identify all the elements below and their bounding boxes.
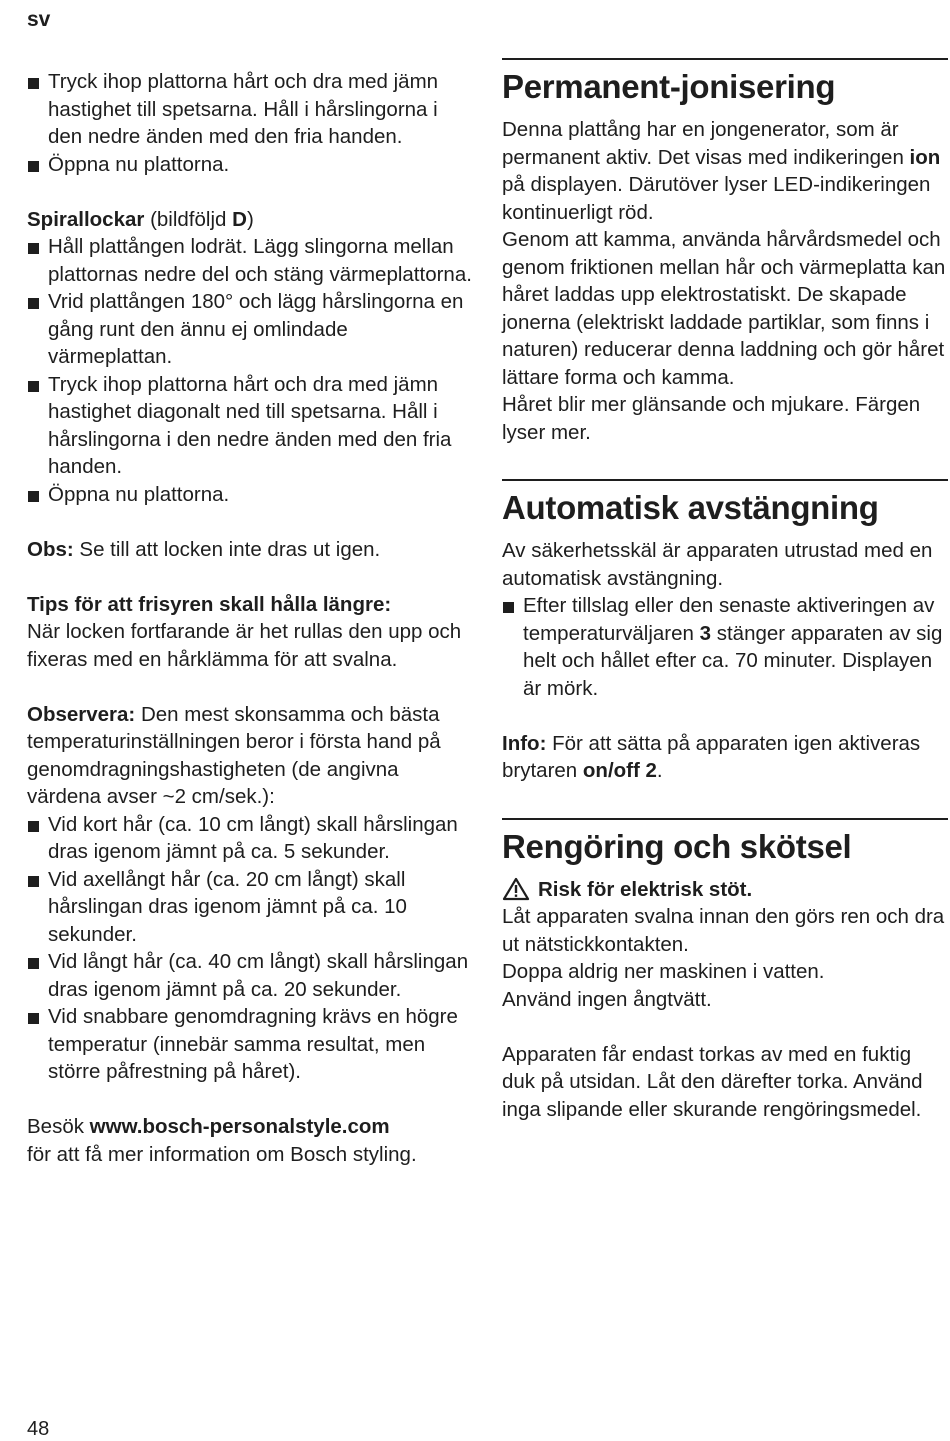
warning-text: Risk för elektrisk stöt. — [538, 877, 753, 901]
list-item: Vid kort hår (ca. 10 cm långt) skall hårslingan dras igenom jämnt på ca. 5 sekunder. — [27, 811, 472, 866]
section-heading: Permanent-jonisering — [502, 68, 836, 105]
observera-note — [27, 701, 472, 811]
tips-text: När locken fortfarande är het rullas den upp och fixeras med en hårklämma för att svalna. — [27, 620, 462, 671]
auto-bullet-list — [502, 592, 948, 702]
list-item: Vrid plattången 180° och lägg hårslingorna en gång runt den ännu ej omlindade värmeplattan. — [27, 288, 472, 371]
spiral-title-open: (bildföljd — [144, 207, 233, 231]
observera-bullet-list — [27, 811, 472, 1086]
intro-bullet-list — [27, 68, 472, 178]
tips-title: Tips för att frisyren skall hålla längre: — [27, 592, 392, 616]
spiral-title — [27, 206, 472, 234]
list-item: Tryck ihop plattorna hårt och dra med jämn hastighet diagonalt ned till spetsarna. Håll i hårslingorna i den nedre änden med den fria handen. — [27, 371, 472, 481]
list-item: Vid axellångt hår (ca. 20 cm långt) skall hårslingan dras igenom jämnt på ca. 10 sekunder. — [27, 866, 472, 949]
warning-line — [502, 876, 948, 904]
section-heading: Rengöring och skötsel — [502, 827, 852, 865]
warning-triangle-icon — [502, 877, 530, 901]
clean-line: Låt apparaten svalna innan den görs ren och dra ut nätstickkontakten. — [502, 905, 945, 956]
clean-line: Doppa aldrig ner maskinen i vatten. — [502, 960, 825, 983]
left-column — [27, 68, 472, 1168]
clean-line: Använd ingen ångtvätt. — [502, 987, 712, 1011]
obs-label: Obs: — [27, 537, 74, 561]
spiral-title-close: ) — [246, 207, 254, 231]
section-heading: Automatisk avstängning — [502, 489, 879, 526]
ion-text-a: Denna plattång har en jongenerator, som är permanent aktiv. Det visas med indikeringen — [502, 118, 910, 169]
list-item: Håll plattången lodrät. Lägg slingorna mellan plattornas nedre del och stäng värmeplattorna. — [27, 233, 472, 288]
spiral-title-letter: D — [232, 207, 247, 231]
ion-text-b: på displayen. Därutöver lyser LED-indikeringen kontinuerligt röd. — [502, 173, 931, 224]
info-switch-label: on/off 2 — [582, 759, 657, 782]
list-item: Vid långt hår (ca. 40 cm långt) skall hårslingan dras igenom jämnt på ca. 20 sekunder. — [27, 948, 472, 1003]
ion-paragraph-1 — [502, 116, 948, 226]
clean-paragraph-2: Apparaten får endast torkas av med en fuktig duk på utsidan. Låt den därefter torka. Använd inga slipande eller skurande rengöringsmedel. — [502, 1042, 923, 1121]
language-code: sv — [27, 8, 51, 31]
info-end: . — [656, 759, 663, 782]
spiral-bullet-list — [27, 233, 472, 508]
auto-bullet-text-b: stänger apparaten av sig helt och hållet efter ca. 70 minuter. Displayen är mörk. — [523, 621, 943, 700]
info-text: För att sätta på apparaten igen aktiveras brytaren — [502, 731, 921, 782]
visit-line-2: för att få mer information om Bosch styling. — [27, 1142, 417, 1166]
spiral-title-bold: Spirallockar — [27, 207, 145, 231]
section-auto-shutoff — [502, 479, 948, 785]
info-label: Info: — [502, 731, 547, 755]
list-item: Vid snabbare genomdragning krävs en högre temperatur (innebär samma resultat, men större påfrestning på håret). — [27, 1003, 472, 1086]
ion-indicator-label: ion — [909, 145, 941, 169]
observera-text: Den mest skonsamma och bästa temperaturinställningen beror i första hand på genomdragningshastigheten (de angivna värdena avser ~2 cm/sek.): — [27, 702, 441, 808]
ion-paragraph-3: Håret blir mer glänsande och mjukare. Färgen lyser mer. — [502, 393, 921, 444]
ion-paragraph-2: Genom att kamma, använda hårvårdsmedel och genom friktionen mellan hår och värmeplatta kan håret laddas upp elektrostatiskt. De skapade jonerna (elektriskt laddade partiklar, som finns i naturen) reducerar denna laddning och gör håret lättare forma och kamma. — [502, 228, 946, 389]
auto-bullet-text-a: Efter tillslag eller den senaste aktiveringen av temperaturväljaren — [523, 594, 935, 645]
list-item: Tryck ihop plattorna hårt och dra med jämn hastighet till spetsarna. Håll i hårslingorna i den nedre änden med den fria handen. — [27, 68, 472, 151]
right-column — [502, 58, 948, 1123]
observera-label: Observera: — [27, 702, 136, 726]
info-note — [502, 730, 948, 785]
visit-line — [27, 1113, 472, 1141]
list-item — [502, 592, 948, 702]
section-cleaning — [502, 818, 948, 1124]
auto-intro: Av säkerhetsskäl är apparaten utrustad med en automatisk avstängning. — [502, 539, 933, 590]
obs-note — [27, 536, 472, 564]
list-item: Öppna nu plattorna. — [27, 481, 472, 509]
website-link[interactable]: www.bosch-personalstyle.com — [89, 1115, 390, 1138]
page-number: 48 — [27, 1418, 50, 1440]
auto-bullet-number: 3 — [699, 621, 712, 645]
obs-text: Se till att locken inte dras ut igen. — [73, 537, 381, 561]
list-item: Öppna nu plattorna. — [27, 151, 472, 179]
visit-prefix: Besök — [27, 1115, 90, 1138]
section-permanent-ionisation — [502, 58, 948, 446]
